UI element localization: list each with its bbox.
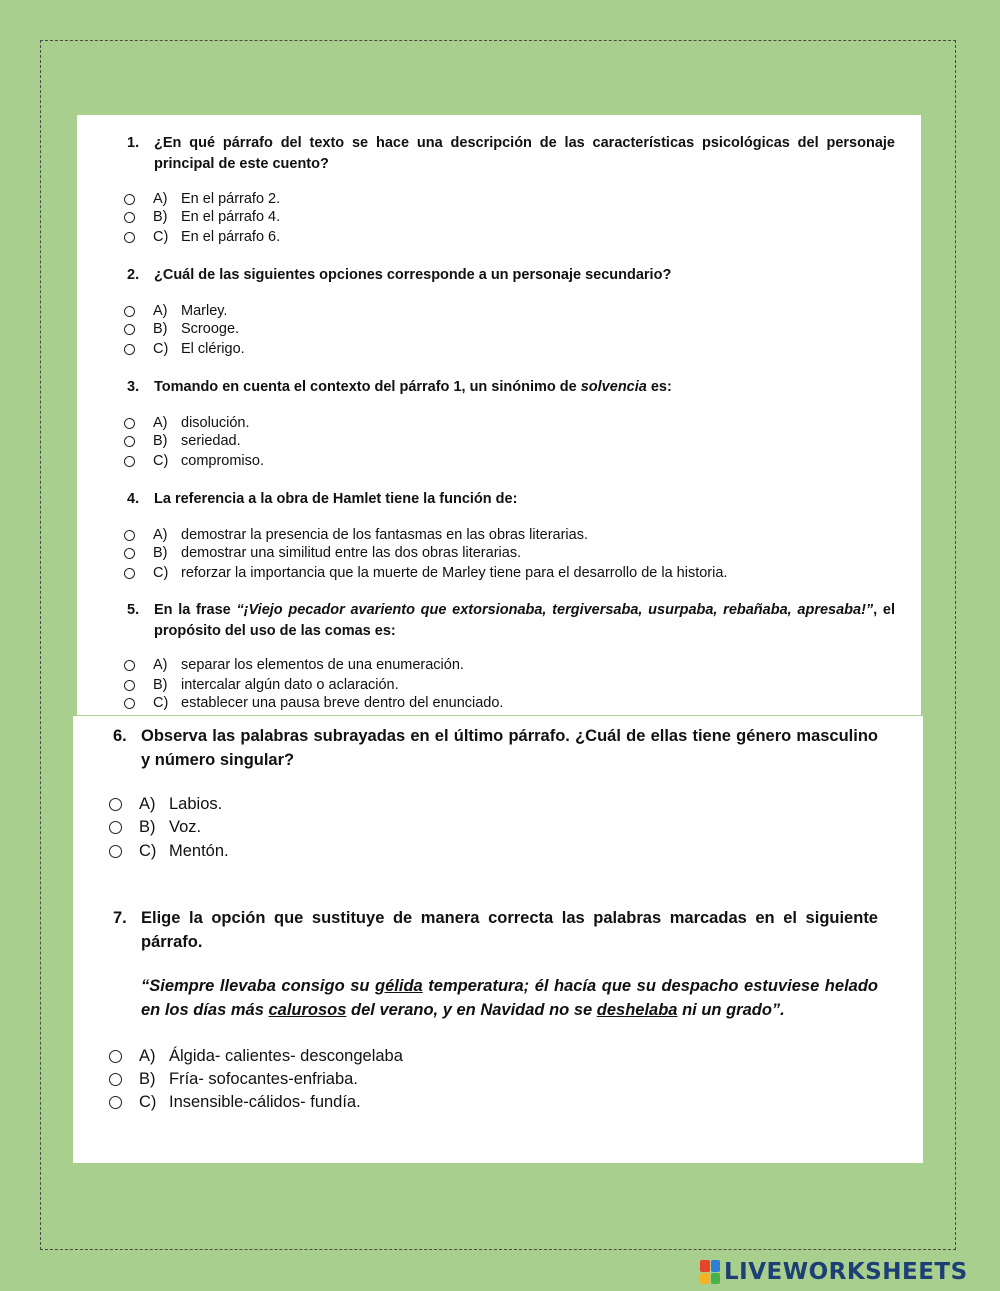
question-text [154,600,895,642]
option-letter: A) [153,303,168,319]
question-4 [127,489,895,510]
radio-circle-icon[interactable] [124,306,135,317]
option-letter: B) [139,817,156,836]
option-7c[interactable] [109,1090,361,1114]
radio-circle-icon[interactable] [124,344,135,355]
question-text-part: Tomando en cuenta el contexto del párrafo 1, un sinónimo de [154,379,581,395]
question-3 [127,377,895,398]
worksheet-part-1 [77,115,921,715]
option-5b[interactable] [124,675,399,695]
question-italic-word: solvencia [580,379,647,395]
option-2a[interactable] [124,301,227,321]
option-5c[interactable] [124,693,503,713]
option-3a[interactable] [124,413,250,433]
logo-block [711,1260,721,1272]
option-text: intercalar algún dato o aclaración. [181,677,399,693]
radio-circle-icon[interactable] [124,436,135,447]
question-text-part: En la frase [154,602,237,618]
radio-circle-icon[interactable] [124,568,135,579]
option-letter: C) [153,341,169,357]
quote-text: “Siempre llevaba consigo su [141,977,376,995]
option-text: separar los elementos de una enumeración. [181,657,464,673]
option-text: Insensible-cálidos- fundía. [169,1092,361,1111]
option-letter: C) [139,1092,157,1111]
option-2b[interactable] [124,319,239,339]
option-letter: C) [153,453,169,469]
option-text: disolución. [181,415,250,431]
option-text: Fría- sofocantes-enfriaba. [169,1069,358,1088]
question-text: ¿Cuál de las siguientes opciones corresponde a un personaje secundario? [154,267,672,283]
radio-circle-icon[interactable] [109,798,122,811]
option-letter: C) [153,695,169,711]
option-6b[interactable] [109,815,201,839]
worksheet-part-2 [73,716,923,1163]
question-text: Elige la opción que sustituye de manera correcta las palabras marcadas en el siguiente párrafo. [141,909,878,951]
radio-circle-icon[interactable] [124,660,135,671]
option-letter: B) [153,209,168,225]
option-text: En el párrafo 2. [181,191,281,207]
logo-block [700,1273,710,1285]
logo-text: LIVEWORKSHEETS [724,1259,968,1285]
option-text: seriedad. [181,433,241,449]
liveworksheets-logo[interactable] [700,1258,968,1286]
option-4b[interactable] [124,543,521,563]
radio-circle-icon[interactable] [109,821,122,834]
option-text: En el párrafo 4. [181,209,281,225]
option-2c[interactable] [124,339,245,359]
question-italic-quote: “¡Viejo pecador avariento que extorsionaba, tergiversaba, usurpaba, rebañaba, apresaba!” [236,602,874,618]
question-text: La referencia a la obra de Hamlet tiene la función de: [154,491,518,507]
option-letter: A) [139,794,156,813]
option-1b[interactable] [124,207,280,227]
option-letter: A) [153,657,168,673]
logo-mark-icon [700,1260,720,1284]
option-6c[interactable] [109,839,229,863]
radio-circle-icon[interactable] [109,845,122,858]
radio-circle-icon[interactable] [124,456,135,467]
quoted-paragraph [141,974,878,1022]
radio-circle-icon[interactable] [124,212,135,223]
underlined-word: deshelaba [596,1001,678,1019]
logo-block [700,1260,710,1272]
option-1a[interactable] [124,189,280,209]
radio-circle-icon[interactable] [109,1096,122,1109]
option-text: Marley. [181,303,228,319]
option-letter: A) [139,1046,156,1065]
question-number: 2. [127,267,140,283]
option-letter: B) [153,321,168,337]
option-text: Voz. [169,817,202,836]
underlined-word: calurosos [268,1001,347,1019]
option-1c[interactable] [124,227,280,247]
radio-circle-icon[interactable] [124,324,135,335]
question-text: ¿En qué párrafo del texto se hace una descripción de las características psicológicas del personaje principal de este cuento? [154,135,895,172]
option-letter: A) [153,191,168,207]
radio-circle-icon[interactable] [109,1050,122,1063]
radio-circle-icon[interactable] [124,194,135,205]
option-4a[interactable] [124,525,588,545]
option-letter: C) [153,565,169,581]
quote-text: temperatura; él hacía que su despacho estuviese helado en los días más [141,977,878,1019]
option-4c[interactable] [124,563,727,583]
question-number: 3. [127,379,140,395]
option-text: Scrooge. [181,321,240,337]
question-2 [127,265,895,286]
quote-text: del verano, y en Navidad no se [346,1001,597,1019]
question-text: Observa las palabras subrayadas en el último párrafo. ¿Cuál de ellas tiene género masculino y número singular? [141,727,878,769]
question-number: 6. [113,727,127,745]
option-5a[interactable] [124,655,464,675]
option-3b[interactable] [124,431,241,451]
option-7a[interactable] [109,1044,403,1068]
option-6a[interactable] [109,792,222,816]
question-text-part: , el propósito del uso de las comas es: [154,602,895,639]
option-text: Álgida- calientes- descongelaba [169,1046,403,1065]
option-7b[interactable] [109,1067,358,1091]
radio-circle-icon[interactable] [124,698,135,709]
question-7 [113,906,878,954]
option-text: reforzar la importancia que la muerte de Marley tiene para el desarrollo de la historia. [181,565,728,581]
option-text: demostrar una similitud entre las dos obras literarias. [181,545,522,561]
logo-block [711,1273,721,1285]
radio-circle-icon[interactable] [109,1073,122,1086]
option-letter: A) [153,527,168,543]
option-letter: B) [153,433,168,449]
option-text: El clérigo. [181,341,245,357]
option-letter: B) [153,677,168,693]
option-text: demostrar la presencia de los fantasmas en las obras literarias. [181,527,588,543]
option-text: Labios. [169,794,223,813]
option-letter: C) [139,841,157,860]
question-6 [113,724,878,772]
option-text: Mentón. [169,841,229,860]
option-3c[interactable] [124,451,264,471]
question-number: 1. [127,135,140,151]
option-text: establecer una pausa breve dentro del enunciado. [181,695,504,711]
question-number: 5. [127,602,140,618]
radio-circle-icon[interactable] [124,232,135,243]
option-text: En el párrafo 6. [181,229,281,245]
option-letter: B) [153,545,168,561]
question-text-part: es: [646,379,672,395]
question-number: 7. [113,909,127,927]
radio-circle-icon[interactable] [124,680,135,691]
option-text: compromiso. [181,453,264,469]
option-letter: B) [139,1069,156,1088]
radio-circle-icon[interactable] [124,530,135,541]
radio-circle-icon[interactable] [124,418,135,429]
question-5 [127,600,895,642]
radio-circle-icon[interactable] [124,548,135,559]
option-letter: A) [153,415,168,431]
option-letter: C) [153,229,169,245]
underlined-word: gélida [375,977,423,995]
question-number: 4. [127,491,140,507]
question-1 [127,133,895,175]
question-text [154,377,895,398]
quote-text: ni un grado”. [677,1001,785,1019]
